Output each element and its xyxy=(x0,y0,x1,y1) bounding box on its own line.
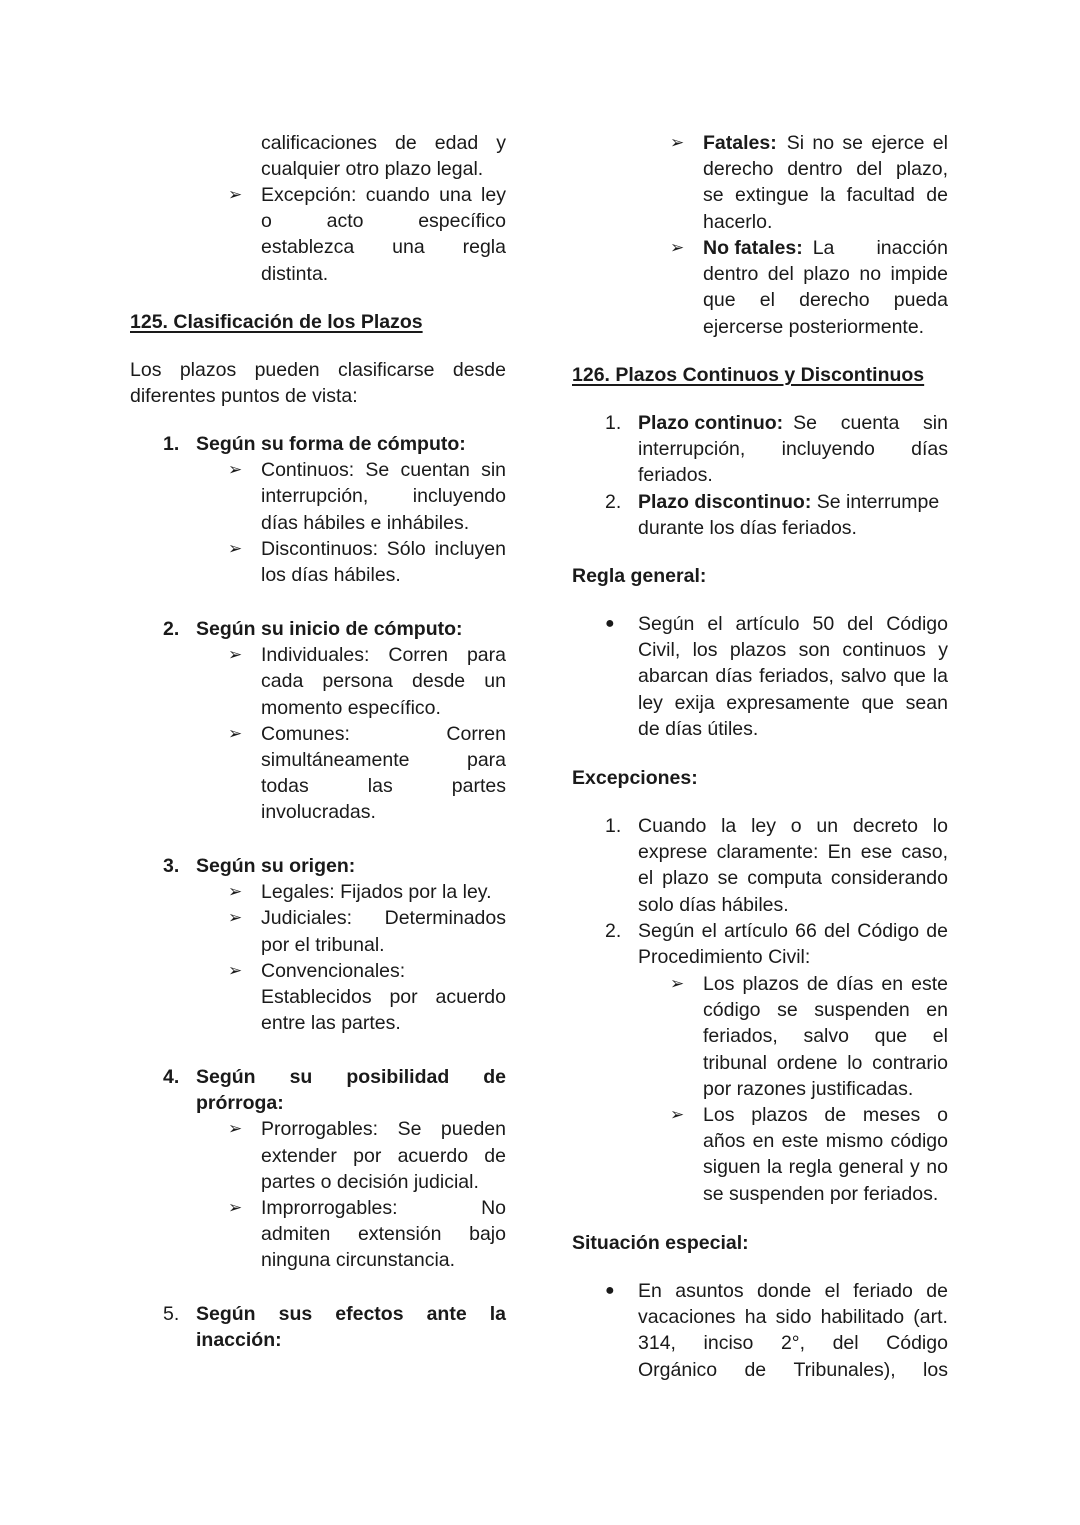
bullet-text: Los plazos de meses o xyxy=(703,1104,948,1126)
term-text: Si no se ejerce el xyxy=(786,132,948,154)
paragraph-text: Los plazos pueden clasificarse desde xyxy=(130,359,506,381)
list-text xyxy=(638,410,948,436)
bullet-text: Legales: Fijados por la ley. xyxy=(261,881,492,904)
arrow-bullet-icon: ➢ xyxy=(228,645,243,665)
bullet-text: feriados, salvo que el xyxy=(703,1025,948,1048)
bullet-text: Los plazos de días en este xyxy=(703,973,948,995)
bullet-text: ley exija expresamente que sean xyxy=(638,691,948,714)
arrow-bullet-icon: ➢ xyxy=(228,538,243,558)
subheading: Excepciones: xyxy=(572,767,698,789)
group-title: Según su origen: xyxy=(196,855,356,877)
arrow-bullet-icon: ➢ xyxy=(670,133,685,152)
list-number: 4. xyxy=(163,1066,180,1088)
group-title: Según sus efectos ante la xyxy=(196,1303,506,1325)
list-number: 1. xyxy=(605,412,622,434)
bullet-text: se suspenden por feriados. xyxy=(703,1182,939,1205)
arrow-bullet-icon: ➢ xyxy=(228,1119,243,1139)
bullet-text: Según el artículo 50 del Código xyxy=(638,613,948,635)
arrow-bullet-icon: ➢ xyxy=(228,460,243,480)
group-title: Según su posibilidad de xyxy=(196,1066,506,1088)
list-number: 1. xyxy=(163,433,180,455)
bullet-text: entre las partes. xyxy=(261,1012,401,1035)
bullet-text: calificaciones de edad y xyxy=(261,132,506,154)
term-label: Plazo continuo: xyxy=(638,412,784,434)
list-number: 3. xyxy=(163,855,180,877)
bullet-text: los días hábiles. xyxy=(261,564,401,586)
term-text: Se cuenta sin xyxy=(793,412,948,434)
bullet-text: Discontinuos: Sólo incluyen xyxy=(261,537,506,560)
bullet-text: años en este mismo código xyxy=(703,1130,948,1153)
bullet-text: abarcan días feriados, salvo que la xyxy=(638,665,948,688)
bullet-dot-icon: ● xyxy=(605,615,615,632)
arrow-bullet-icon: ➢ xyxy=(228,1198,243,1217)
group-title: Según su forma de cómputo: xyxy=(196,433,466,455)
bullet-text: partes o decisión judicial. xyxy=(261,1170,479,1193)
term-text: La inacción xyxy=(812,237,948,259)
list-text: feriados. xyxy=(638,464,713,486)
bullet-text: por razones justificadas. xyxy=(703,1077,914,1100)
bullet-text: Continuos: Se cuentan sin xyxy=(261,459,506,482)
list-text: Cuando la ley o un decreto lo xyxy=(638,815,948,837)
bullet-text: distinta. xyxy=(261,262,329,285)
bullet-text: Convencionales: xyxy=(261,959,406,982)
bullet-text: involucradas. xyxy=(261,801,376,824)
section-heading: 125. Clasificación de los Plazos xyxy=(130,311,423,333)
group-title: prórroga: xyxy=(196,1092,284,1115)
list-text: solo días hábiles. xyxy=(638,893,789,916)
list-text: exprese claramente: En ese caso, xyxy=(638,841,948,864)
paragraph-text: diferentes puntos de vista: xyxy=(130,385,358,408)
bullet-text: hacerlo. xyxy=(703,210,773,233)
term-text: Se interrumpe xyxy=(811,491,940,513)
bullet-text: Individuales: Corren para xyxy=(261,644,506,667)
bullet-text: establezca una regla xyxy=(261,236,506,259)
bullet-text: que el derecho pueda xyxy=(703,289,948,312)
bullet-text: Establecidos por acuerdo xyxy=(261,986,506,1008)
bullet-text: simultáneamente para xyxy=(261,749,506,771)
arrow-bullet-icon: ➢ xyxy=(228,908,243,928)
bullet-text: Civil, los plazos son continuos y xyxy=(638,639,948,662)
bullet-text: Judiciales: Determinados xyxy=(261,907,506,930)
list-text: durante los días feriados. xyxy=(638,517,857,539)
bullet-text: derecho dentro del plazo, xyxy=(703,158,948,181)
bullet-text: vacaciones ha sido habilitado (art. xyxy=(638,1306,948,1329)
section-heading: 126. Plazos Continuos y Discontinuos xyxy=(572,364,925,386)
bullet-text: ninguna circunstancia. xyxy=(261,1249,456,1272)
arrow-bullet-icon: ➢ xyxy=(228,882,243,902)
bullet-text: Prorrogables: Se pueden xyxy=(261,1118,506,1141)
bullet-text: ejercerse posteriormente. xyxy=(703,315,925,338)
bullet-text: Orgánico de Tribunales), los xyxy=(638,1358,948,1381)
bullet-text: momento específico. xyxy=(261,696,441,719)
bullet-text: código se suspenden en xyxy=(703,999,948,1022)
list-number: 2. xyxy=(163,618,180,640)
list-number: 2. xyxy=(605,920,622,942)
bullet-text: cada persona desde un xyxy=(261,670,506,693)
subheading: Regla general: xyxy=(572,565,707,587)
bullet-text: Comunes: Corren xyxy=(261,722,506,745)
term-label: Plazo discontinuo: xyxy=(638,491,812,513)
arrow-bullet-icon: ➢ xyxy=(228,185,243,204)
list-number: 2. xyxy=(605,491,622,513)
bullet-text: o acto específico xyxy=(261,210,506,233)
bullet-text: días hábiles e inhábiles. xyxy=(261,511,470,534)
list-number: 5. xyxy=(163,1303,180,1325)
list-text: Según el artículo 66 del Código de xyxy=(638,920,948,942)
term-label: No fatales: xyxy=(703,237,803,259)
bullet-text: admiten extensión bajo xyxy=(261,1223,506,1246)
bullet-text: cualquier otro plazo legal. xyxy=(261,158,484,181)
bullet-text: todas las partes xyxy=(261,775,506,798)
group-title: Según su inicio de cómputo: xyxy=(196,618,463,640)
bullet-text: por el tribunal. xyxy=(261,933,385,956)
list-text: Procedimiento Civil: xyxy=(638,946,811,968)
group-title: inacción: xyxy=(196,1329,282,1352)
subheading: Situación especial: xyxy=(572,1232,749,1254)
list-number: 1. xyxy=(605,815,622,837)
list-text: el plazo se computa considerando xyxy=(638,867,948,890)
bullet-text: siguen la regla general y no xyxy=(703,1156,948,1179)
bullet-text: tribunal ordene lo contrario xyxy=(703,1051,948,1074)
list-text: interrupción, incluyendo días xyxy=(638,438,948,460)
bullet-dot-icon: ● xyxy=(605,1282,615,1299)
list-text xyxy=(638,489,939,515)
bullet-text: Improrrogables: No xyxy=(261,1197,506,1219)
bullet-text: de días útiles. xyxy=(638,717,759,740)
arrow-bullet-icon: ➢ xyxy=(670,974,685,993)
bullet-text: Excepción: cuando una ley xyxy=(261,184,506,206)
term-label: Fatales: xyxy=(703,132,777,154)
bullet-text xyxy=(703,130,948,156)
arrow-bullet-icon: ➢ xyxy=(670,1105,685,1124)
bullet-text: interrupción, incluyendo xyxy=(261,485,506,508)
bullet-text: dentro del plazo no impide xyxy=(703,263,948,286)
bullet-text xyxy=(703,235,948,261)
arrow-bullet-icon: ➢ xyxy=(670,238,685,257)
bullet-text: extender por acuerdo de xyxy=(261,1144,506,1167)
bullet-text: En asuntos donde el feriado de xyxy=(638,1280,948,1302)
arrow-bullet-icon: ➢ xyxy=(228,723,243,743)
arrow-bullet-icon: ➢ xyxy=(228,960,243,980)
bullet-text: se extingue la facultad de xyxy=(703,184,948,207)
bullet-text: 314, inciso 2°, del Código xyxy=(638,1332,948,1355)
